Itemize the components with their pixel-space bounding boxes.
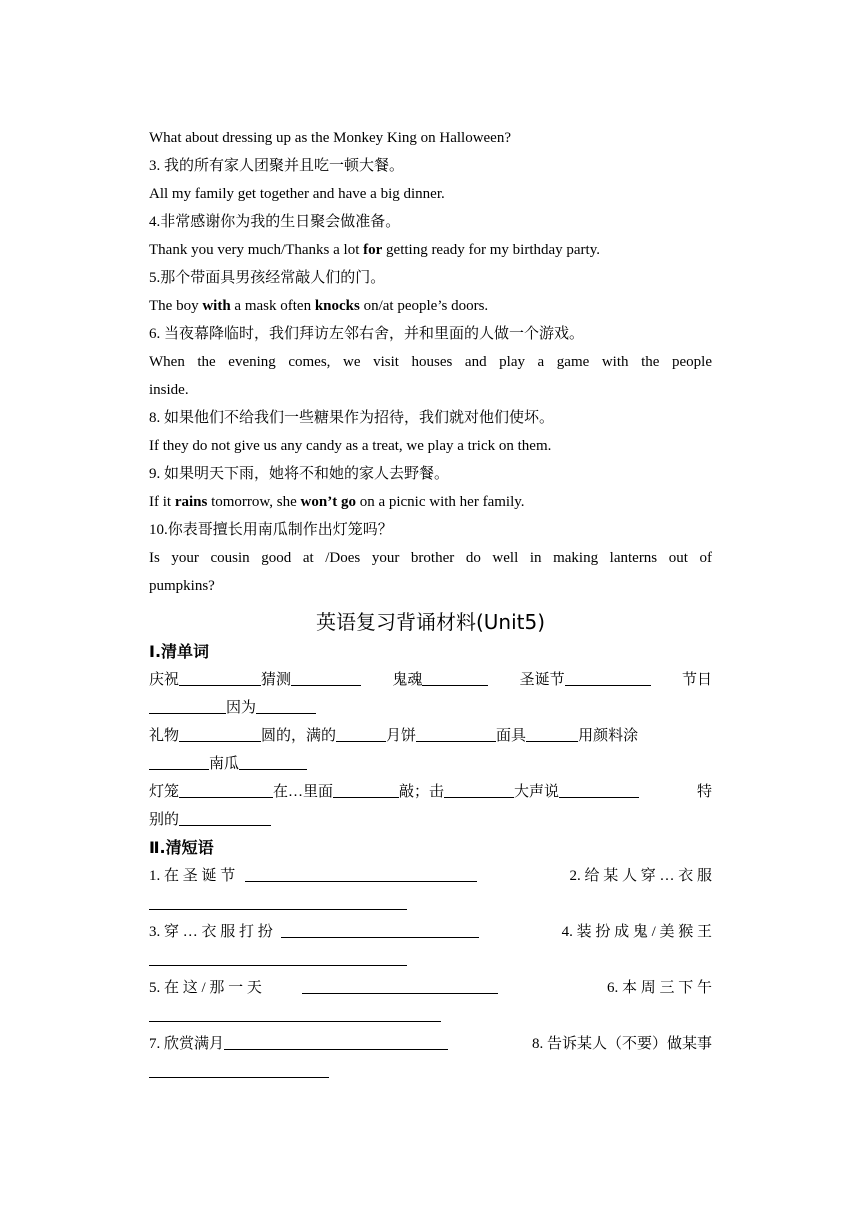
text-line: All my family get together and have a big dinner. <box>149 186 445 202</box>
text-line: If it rains tomorrow, she won’t go on a picnic with her family. <box>149 494 525 510</box>
phrase-row: 3. 穿 … 衣 服 打 扮 4. 装 扮 成 鬼 / 美 猴 王 <box>149 924 712 940</box>
phrase-row <box>149 890 712 918</box>
phrase-row: 5. 在 这 / 那 一 天 6. 本 周 三 下 午 <box>149 980 712 996</box>
phrase-row: 7. 欣赏满月 8. 告诉某人（不要）做某事 <box>149 1036 712 1052</box>
text-line: 3. 我的所有家人团聚并且吃一顿大餐。 <box>149 158 405 174</box>
phrase-row <box>149 1058 712 1086</box>
section-title: 英语复习背诵材料(Unit5) <box>315 610 546 634</box>
text-line: What about dressing up as the Monkey King on Halloween? <box>149 130 511 146</box>
text-line: 8. 如果他们不给我们一些糖果作为招待，我们就对他们使坏。 <box>149 410 555 426</box>
text-line: 6. 当夜幕降临时，我们拜访左邻右舍，并和里面的人做一个游戏。 <box>149 326 585 342</box>
phrase-row <box>149 1002 712 1030</box>
document-page <box>149 124 712 1086</box>
word-row: 礼物 圆的，满的 月饼 面具 用颜料涂 <box>149 728 639 744</box>
text-line: The boy with a mask often knocks on/at people’s doors. <box>149 298 489 314</box>
word-row: 因为 <box>149 694 712 722</box>
phrase-row: 1. 在 圣 诞 节 2. 给 某 人 穿 … 衣 服 <box>149 868 712 884</box>
phrase-row <box>149 946 712 974</box>
section-heading-phrases: Ⅱ.清短语 <box>149 838 214 857</box>
text-line: 5.那个带面具男孩经常敲人们的门。 <box>149 270 386 286</box>
word-row: 南瓜 <box>149 750 712 778</box>
word-row: 别的 <box>149 806 712 834</box>
text-line: 4.非常感谢你为我的生日聚会做准备。 <box>149 214 401 230</box>
word-row: 灯笼 在…里面 敲；击 大声说 特 <box>149 784 712 800</box>
text-line: If they do not give us any candy as a treat, we play a trick on them. <box>149 438 552 454</box>
section-heading-words: Ⅰ.清单词 <box>149 642 210 661</box>
text-line: pumpkins? <box>149 578 215 594</box>
text-line: inside. <box>149 382 189 398</box>
text-line: 9. 如果明天下雨，她将不和她的家人去野餐。 <box>149 466 450 482</box>
text-line: 10.你表哥擅长用南瓜制作出灯笼吗？ <box>149 522 393 538</box>
text-line: When the evening comes, we visit houses and play a game with the people <box>149 354 712 370</box>
text-line: Thank you very much/Thanks a lot for getting ready for my birthday party. <box>149 242 600 258</box>
text-line: Is your cousin good at /Does your brother do well in making lanterns out of <box>149 550 712 566</box>
word-row: 庆祝 猜测 鬼魂 圣诞节 节日 <box>149 672 712 688</box>
